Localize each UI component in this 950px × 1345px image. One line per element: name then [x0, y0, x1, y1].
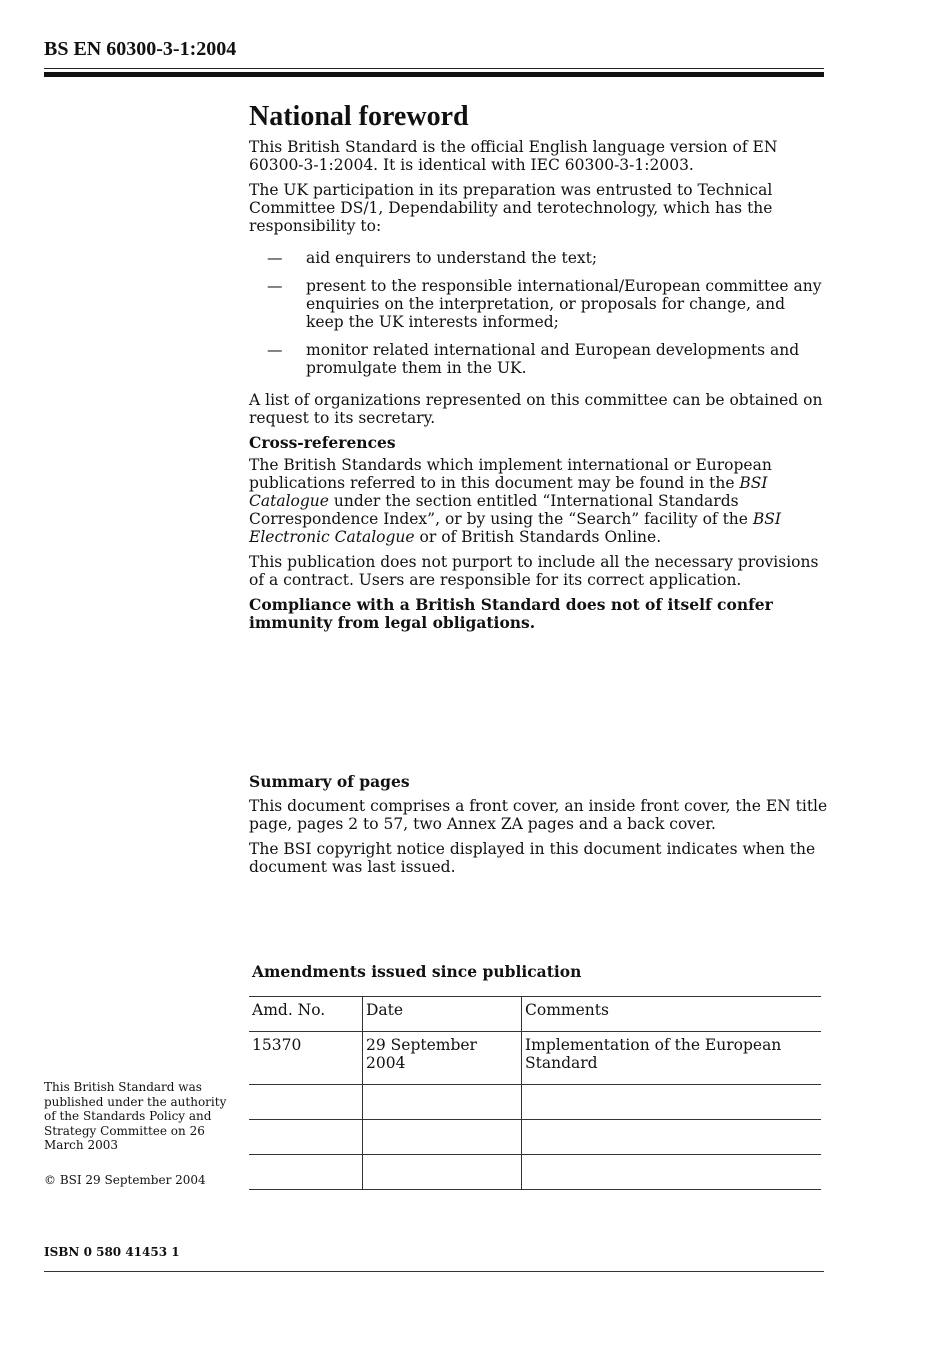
list-item-text: monitor related international and European developments and promulgate them in the UK. [306, 341, 800, 377]
empty-cell [363, 1085, 522, 1120]
empty-cell [249, 1085, 363, 1120]
empty-cell [249, 1155, 363, 1190]
list-item [249, 341, 827, 377]
summary-paragraph-2: The BSI copyright notice displayed in this document indicates when the document was last issued. [249, 840, 816, 876]
dash-marker: — [267, 249, 283, 267]
empty-cell [363, 1120, 522, 1155]
table-row [249, 1085, 821, 1120]
summary-section [249, 773, 829, 883]
foreword-paragraph-1: This British Standard is the official English language version of EN 60300-3-1:2004. It is identical with IEC 60300-3-1:2003. [249, 138, 778, 174]
list-item-text: present to the responsible international/European committee any enquiries on the interpretation, or proposals for change, and keep the UK interests informed; [306, 277, 822, 331]
crossref-text-1: The British Standards which implement international or European publications referred to in this document may be found in the [249, 456, 772, 492]
footer-rule [44, 1271, 824, 1272]
cell-amd-no: 15370 [249, 1032, 363, 1085]
column-header-date: Date [363, 997, 522, 1032]
summary-paragraph-1: This document comprises a front cover, an inside front cover, the EN title page, pages 2 to 57, two Annex ZA pages and a back cover. [249, 797, 828, 833]
publication-sidebar [44, 1080, 234, 1207]
foreword-paragraph-2: The UK participation in its preparation was entrusted to Technical Committee DS/1, Dependability and terotechnology, which has the responsibility to: [249, 181, 773, 235]
cell-comments: Implementation of the European Standard [522, 1032, 822, 1085]
list-item-text: aid enquirers to understand the text; [306, 249, 598, 267]
dash-marker: — [267, 277, 283, 295]
dash-marker: — [267, 341, 283, 359]
summary-heading: Summary of pages [249, 772, 410, 791]
compliance-statement: Compliance with a British Standard does not of itself confer immunity from legal obligations. [249, 595, 773, 632]
authority-note: This British Standard was published under the authority of the Standards Policy and Strategy Committee on 26 March 2003 [44, 1080, 227, 1152]
crossref-heading: Cross-references [249, 433, 396, 452]
empty-cell [522, 1120, 822, 1155]
crossref-text-3: or of British Standards Online. [414, 528, 662, 546]
empty-cell [363, 1155, 522, 1190]
empty-cell [522, 1155, 822, 1190]
bsi-catalogue-ref: BSI Catalogue [249, 474, 768, 510]
copyright-note: © BSI 29 September 2004 [44, 1172, 206, 1187]
amendments-table [249, 996, 821, 1190]
table-row [249, 1155, 821, 1190]
responsibility-list [249, 249, 827, 377]
header-rule-thick [44, 72, 824, 77]
list-item [249, 249, 827, 267]
bsi-electronic-catalogue-ref: BSI Electronic Catalogue [249, 510, 782, 546]
table-row [249, 1120, 821, 1155]
isbn: ISBN 0 580 41453 1 [44, 1245, 180, 1259]
list-item [249, 277, 827, 331]
cell-date: 29 September 2004 [363, 1032, 522, 1085]
page-title: National foreword [249, 101, 469, 132]
empty-cell [522, 1085, 822, 1120]
foreword-section [249, 100, 827, 639]
header-rule-thin [44, 68, 824, 69]
table-header-row [249, 997, 821, 1032]
document-code: BS EN 60300-3-1:2004 [44, 38, 237, 60]
amendments-title: Amendments issued since publication [252, 962, 582, 981]
column-header-comments: Comments [522, 997, 822, 1032]
crossref-text-2: under the section entitled “International Standards Correspondence Index”, or by using the “Search” facility of the [249, 492, 753, 528]
table-row [249, 1032, 821, 1085]
crossref-paragraph [249, 456, 827, 546]
foreword-paragraph-3: A list of organizations represented on this committee can be obtained on request to its secretary. [249, 391, 823, 427]
column-header-amd-no: Amd. No. [249, 997, 363, 1032]
foreword-paragraph-4: This publication does not purport to include all the necessary provisions of a contract. Users are responsible for its correct application. [249, 553, 819, 589]
empty-cell [249, 1120, 363, 1155]
